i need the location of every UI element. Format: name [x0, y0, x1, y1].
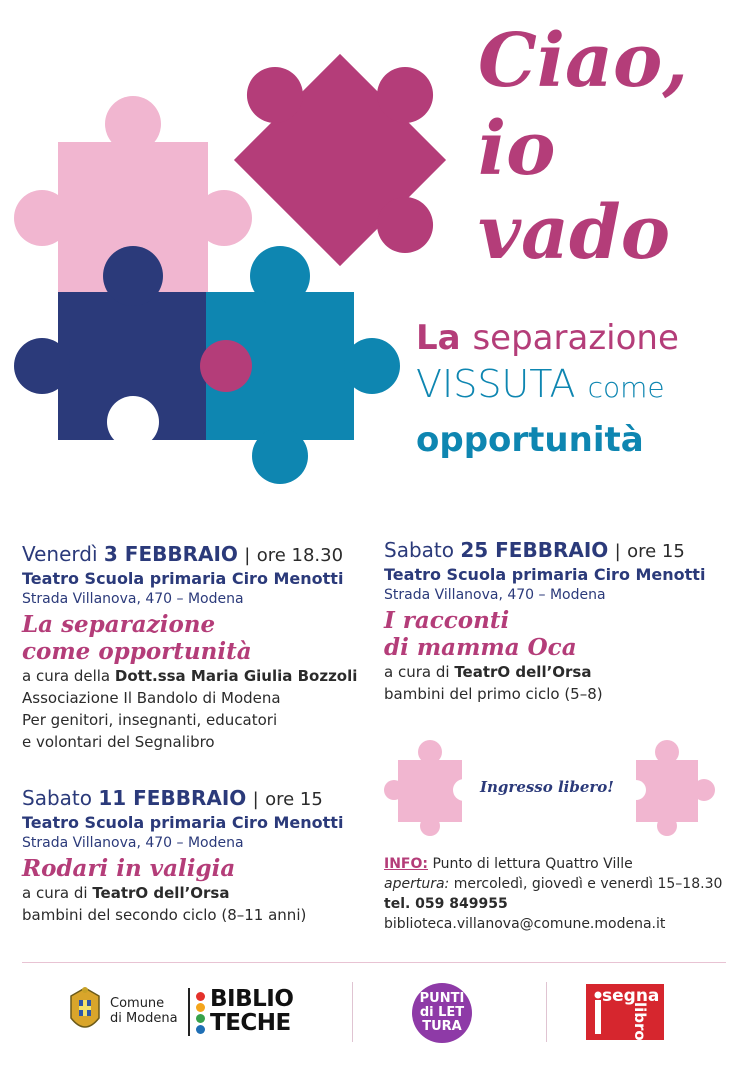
event-date: Venerdì 3 FEBBRAIO | ore 18.30	[22, 542, 344, 566]
puzzle-piece-icon	[384, 740, 474, 836]
info-block	[384, 854, 734, 934]
event-extra-1: bambini del primo ciclo (5–8)	[384, 685, 603, 703]
footer-separator	[546, 982, 547, 1042]
event-date: Sabato 11 FEBBRAIO | ore 15	[22, 786, 323, 810]
punti-di-lettura-logo: PUNTI di LET TURA	[412, 983, 472, 1043]
subtitle-line-2: VISSUTA come	[416, 362, 665, 406]
comune-di-modena-logo	[66, 984, 186, 1040]
coat-of-arms-icon	[66, 984, 104, 1038]
free-entry-text: Ingresso libero!	[480, 778, 614, 796]
event-curator: a cura di TeatrO dell’Orsa	[22, 884, 230, 902]
subtitle-line-3: opportunità	[416, 420, 644, 460]
footer-divider	[22, 962, 726, 963]
event-address: Strada Villanova, 470 – Modena	[22, 591, 244, 607]
info-opening: apertura: mercoledì, giovedì e venerdì 15–18.30	[384, 876, 723, 892]
event-title: I racconti di mamma Oca	[384, 607, 577, 661]
event-extra-1: Associazione Il Bandolo di Modena	[22, 689, 281, 707]
event-extra-3: e volontari del Segnalibro	[22, 733, 215, 751]
event-address: Strada Villanova, 470 – Modena	[384, 587, 606, 603]
info-phone[interactable]: tel. 059 849955	[384, 896, 508, 912]
event-3-febbraio	[22, 542, 372, 753]
magenta-puzzle-piece	[202, 0, 510, 298]
title-line-2: io	[478, 106, 556, 192]
event-venue: Teatro Scuola primaria Ciro Menotti	[384, 565, 706, 584]
event-curator: a cura della Dott.ssa Maria Giulia Bozzoli	[22, 667, 358, 685]
subtitle-line-1: La separazione	[416, 318, 679, 358]
segnalibro-logo: segna libro	[586, 984, 664, 1040]
event-curator: a cura di TeatrO dell’Orsa	[384, 663, 592, 681]
event-date: Sabato 25 FEBBRAIO | ore 15	[384, 538, 685, 562]
event-venue: Teatro Scuola primaria Ciro Menotti	[22, 813, 344, 832]
event-extra-1: bambini del secondo ciclo (8–11 anni)	[22, 906, 307, 924]
title-line-3: vado	[478, 190, 671, 276]
comune-label: Comune di Modena	[110, 996, 178, 1026]
footer-separator	[352, 982, 353, 1042]
event-address: Strada Villanova, 470 – Modena	[22, 835, 244, 851]
biblioteche-logo: BIBLIO TECHE	[188, 984, 308, 1040]
event-title: Rodari in valigia	[22, 855, 236, 882]
event-extra-2: Per genitori, insegnanti, educatori	[22, 711, 278, 729]
free-entry-banner	[384, 740, 720, 836]
event-25-febbraio	[384, 538, 734, 705]
info-place: INFO: Punto di lettura Quattro Ville	[384, 856, 633, 872]
title-line-1: Ciao,	[478, 18, 689, 104]
info-email[interactable]: biblioteca.villanova@comune.modena.it	[384, 916, 666, 932]
puzzle-piece-icon	[630, 740, 716, 836]
event-title: La separazione come opportunità	[22, 611, 252, 665]
event-venue: Teatro Scuola primaria Ciro Menotti	[22, 569, 344, 588]
event-11-febbraio	[22, 786, 372, 926]
